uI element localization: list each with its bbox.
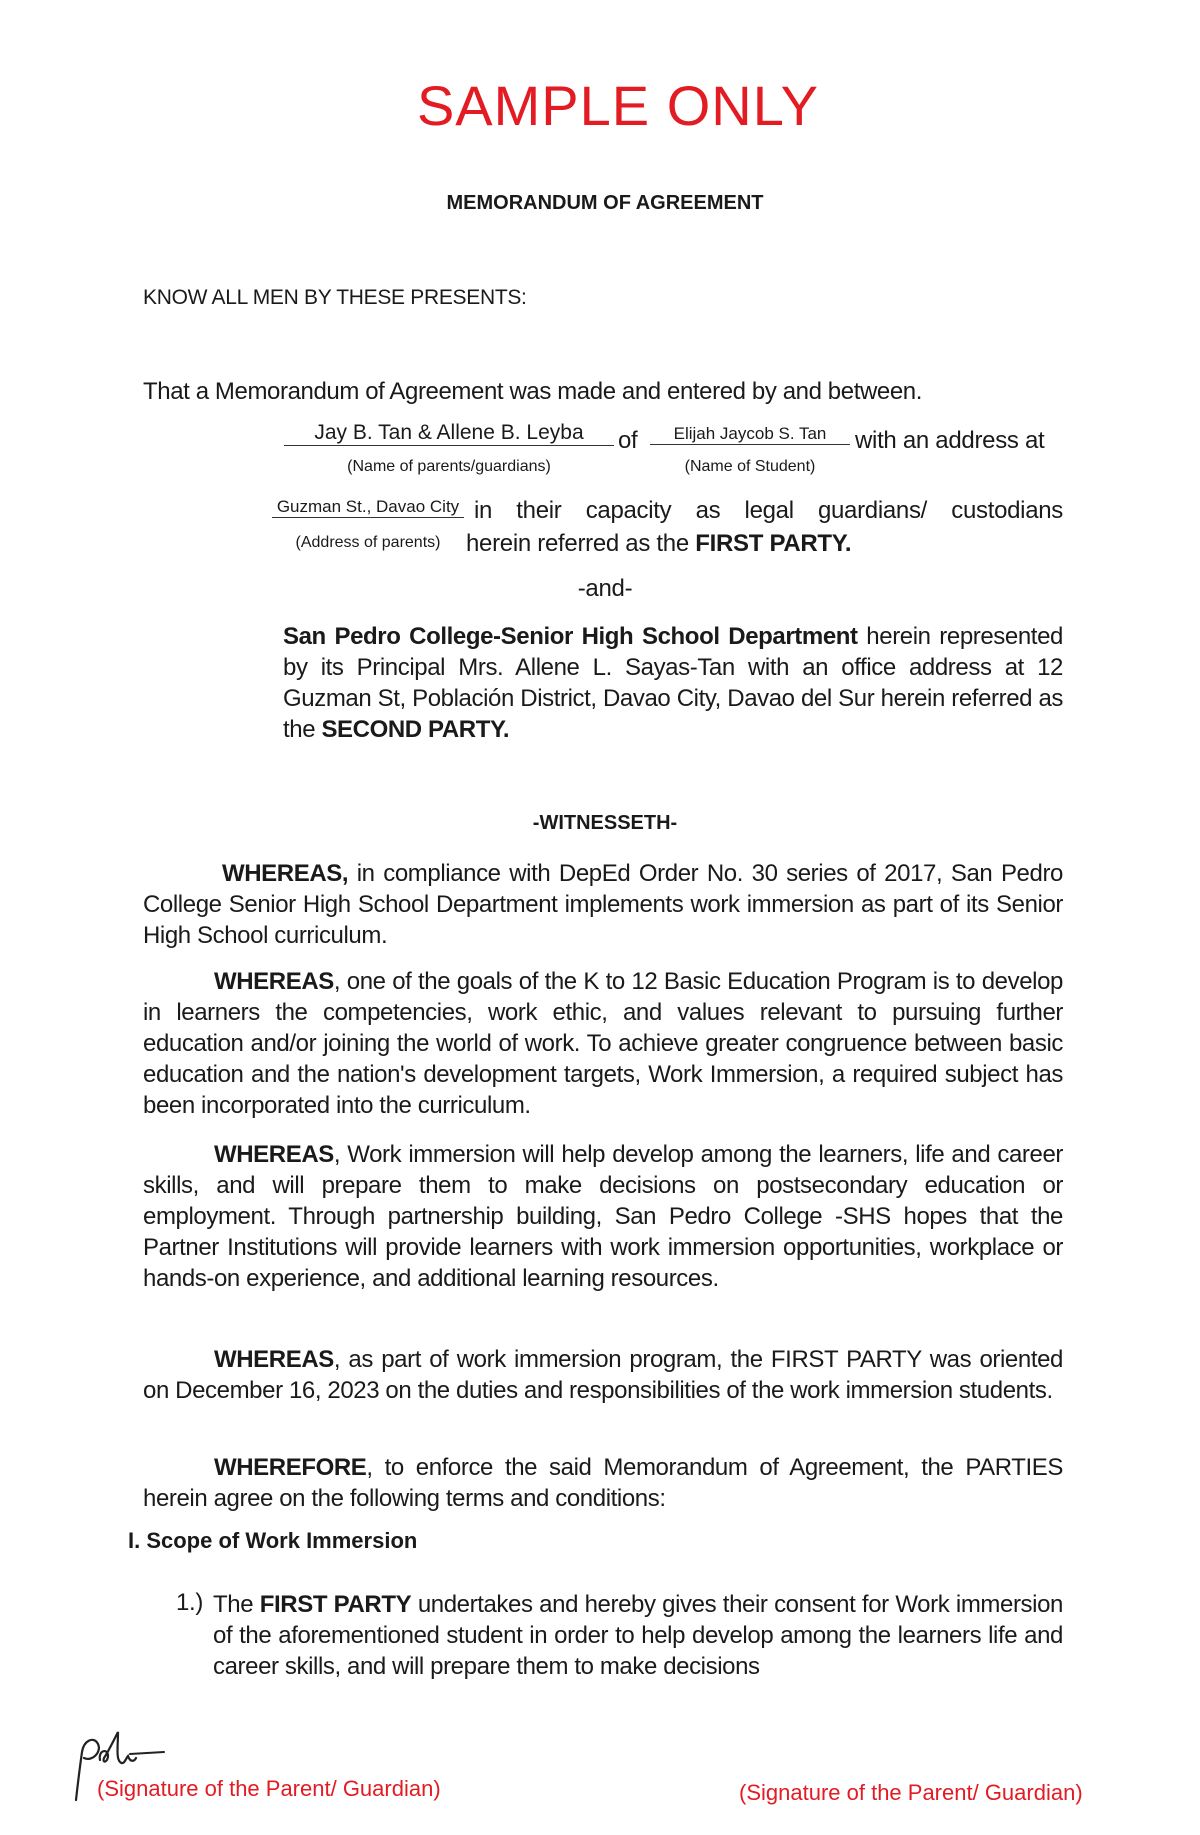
opening-line: That a Memorandum of Agreement was made and entered by and between. — [143, 378, 923, 405]
parents-address-field: Guzman St., Davao City — [272, 497, 464, 518]
whereas-keyword: WHEREAS, — [222, 860, 349, 887]
parents-address-caption: (Address of parents) — [295, 534, 441, 551]
section-heading: I. Scope of Work Immersion — [128, 1528, 418, 1553]
second-party-name: San Pedro College-Senior High School Department — [283, 623, 858, 650]
whereas-clause — [143, 1139, 1063, 1294]
first-party-label: FIRST PARTY. — [695, 530, 852, 557]
intro-line: KNOW ALL MEN BY THESE PRESENTS: — [143, 286, 527, 309]
and-separator: -and- — [577, 575, 633, 602]
item-number: 1.) — [176, 1589, 204, 1616]
numbered-item — [213, 1589, 1063, 1682]
whereas-keyword: WHEREAS — [214, 1346, 334, 1373]
whereas-text: in compliance with DepEd Order No. 30 series of 2017, San Pedro College Senior High School Department implements work immersion as part of its Senior High School curriculum. — [143, 860, 1063, 949]
witnesseth-heading: -WITNESSETH- — [532, 812, 678, 834]
wherefore-text: , to enforce the said Memorandum of Agreement, the PARTIES herein agree on the following terms and conditions: — [143, 1454, 1063, 1512]
wherefore-clause — [143, 1452, 1063, 1514]
second-party-label: SECOND PARTY. — [321, 716, 510, 743]
item-pre: The — [213, 1591, 254, 1618]
sample-only-watermark: SAMPLE ONLY — [416, 74, 820, 137]
right-signature-label: (Signature of the Parent/ Guardian) — [739, 1780, 1083, 1805]
student-name-field: Elijah Jaycob S. Tan — [650, 424, 850, 445]
with-address-text: with an address at — [855, 427, 1045, 454]
whereas-keyword: WHEREAS — [214, 1141, 334, 1168]
capacity-text: in their capacity as legal guardians/ custodians — [474, 497, 1063, 524]
whereas-keyword: WHEREAS — [214, 968, 334, 995]
document-title: MEMORANDUM OF AGREEMENT — [446, 192, 764, 214]
item-text: undertakes and hereby gives their consent for Work immersion of the aforementioned student in order to help develop among the learners life and career skills, and will prepare them to make decisions — [213, 1591, 1063, 1680]
parents-name-field: Jay B. Tan & Allene B. Leyba — [284, 420, 614, 446]
parents-name-caption: (Name of parents/guardians) — [347, 458, 551, 475]
whereas-text: , as part of work immersion program, the FIRST PARTY was oriented on December 16, 2023 on the duties and responsibilities of the work immersion students. — [143, 1346, 1063, 1404]
item-bold: FIRST PARTY — [259, 1591, 412, 1618]
first-party-referral — [466, 530, 851, 558]
whereas-text: , Work immersion will help develop among the learners, life and career skills, and will prepare them to make decisions on postsecondary education or employment. Through partnership building, San Pedro College -SHS hopes that the Partner Institutions will provide learners with work immersion opportunities, workplace or hands-on experience, and additional learning resources. — [143, 1141, 1063, 1292]
whereas-clause — [143, 1344, 1063, 1406]
student-name-caption: (Name of Student) — [684, 458, 816, 475]
wherefore-keyword: WHEREFORE — [214, 1454, 367, 1481]
whereas-text: , one of the goals of the K to 12 Basic Education Program is to develop in learners the competencies, work ethic, and values relevant to pursuing further education and/or joining the world of work. To achieve greater congruence between basic education and the nation's development targets, Work Immersion, a required subject has been incorporated into the curriculum. — [143, 968, 1063, 1119]
second-party-description: herein represented by its Principal Mrs. Allene L. Sayas-Tan with an office address at 12 Guzman St, Población District, Davao City, Davao del Sur herein referred as the — [283, 623, 1063, 743]
whereas-clause — [143, 858, 1063, 951]
second-party-paragraph — [283, 621, 1063, 745]
of-word: of — [618, 427, 638, 454]
left-signature-label: (Signature of the Parent/ Guardian) — [97, 1776, 441, 1801]
referred-text: herein referred as the — [466, 530, 689, 557]
whereas-clause — [143, 966, 1063, 1121]
